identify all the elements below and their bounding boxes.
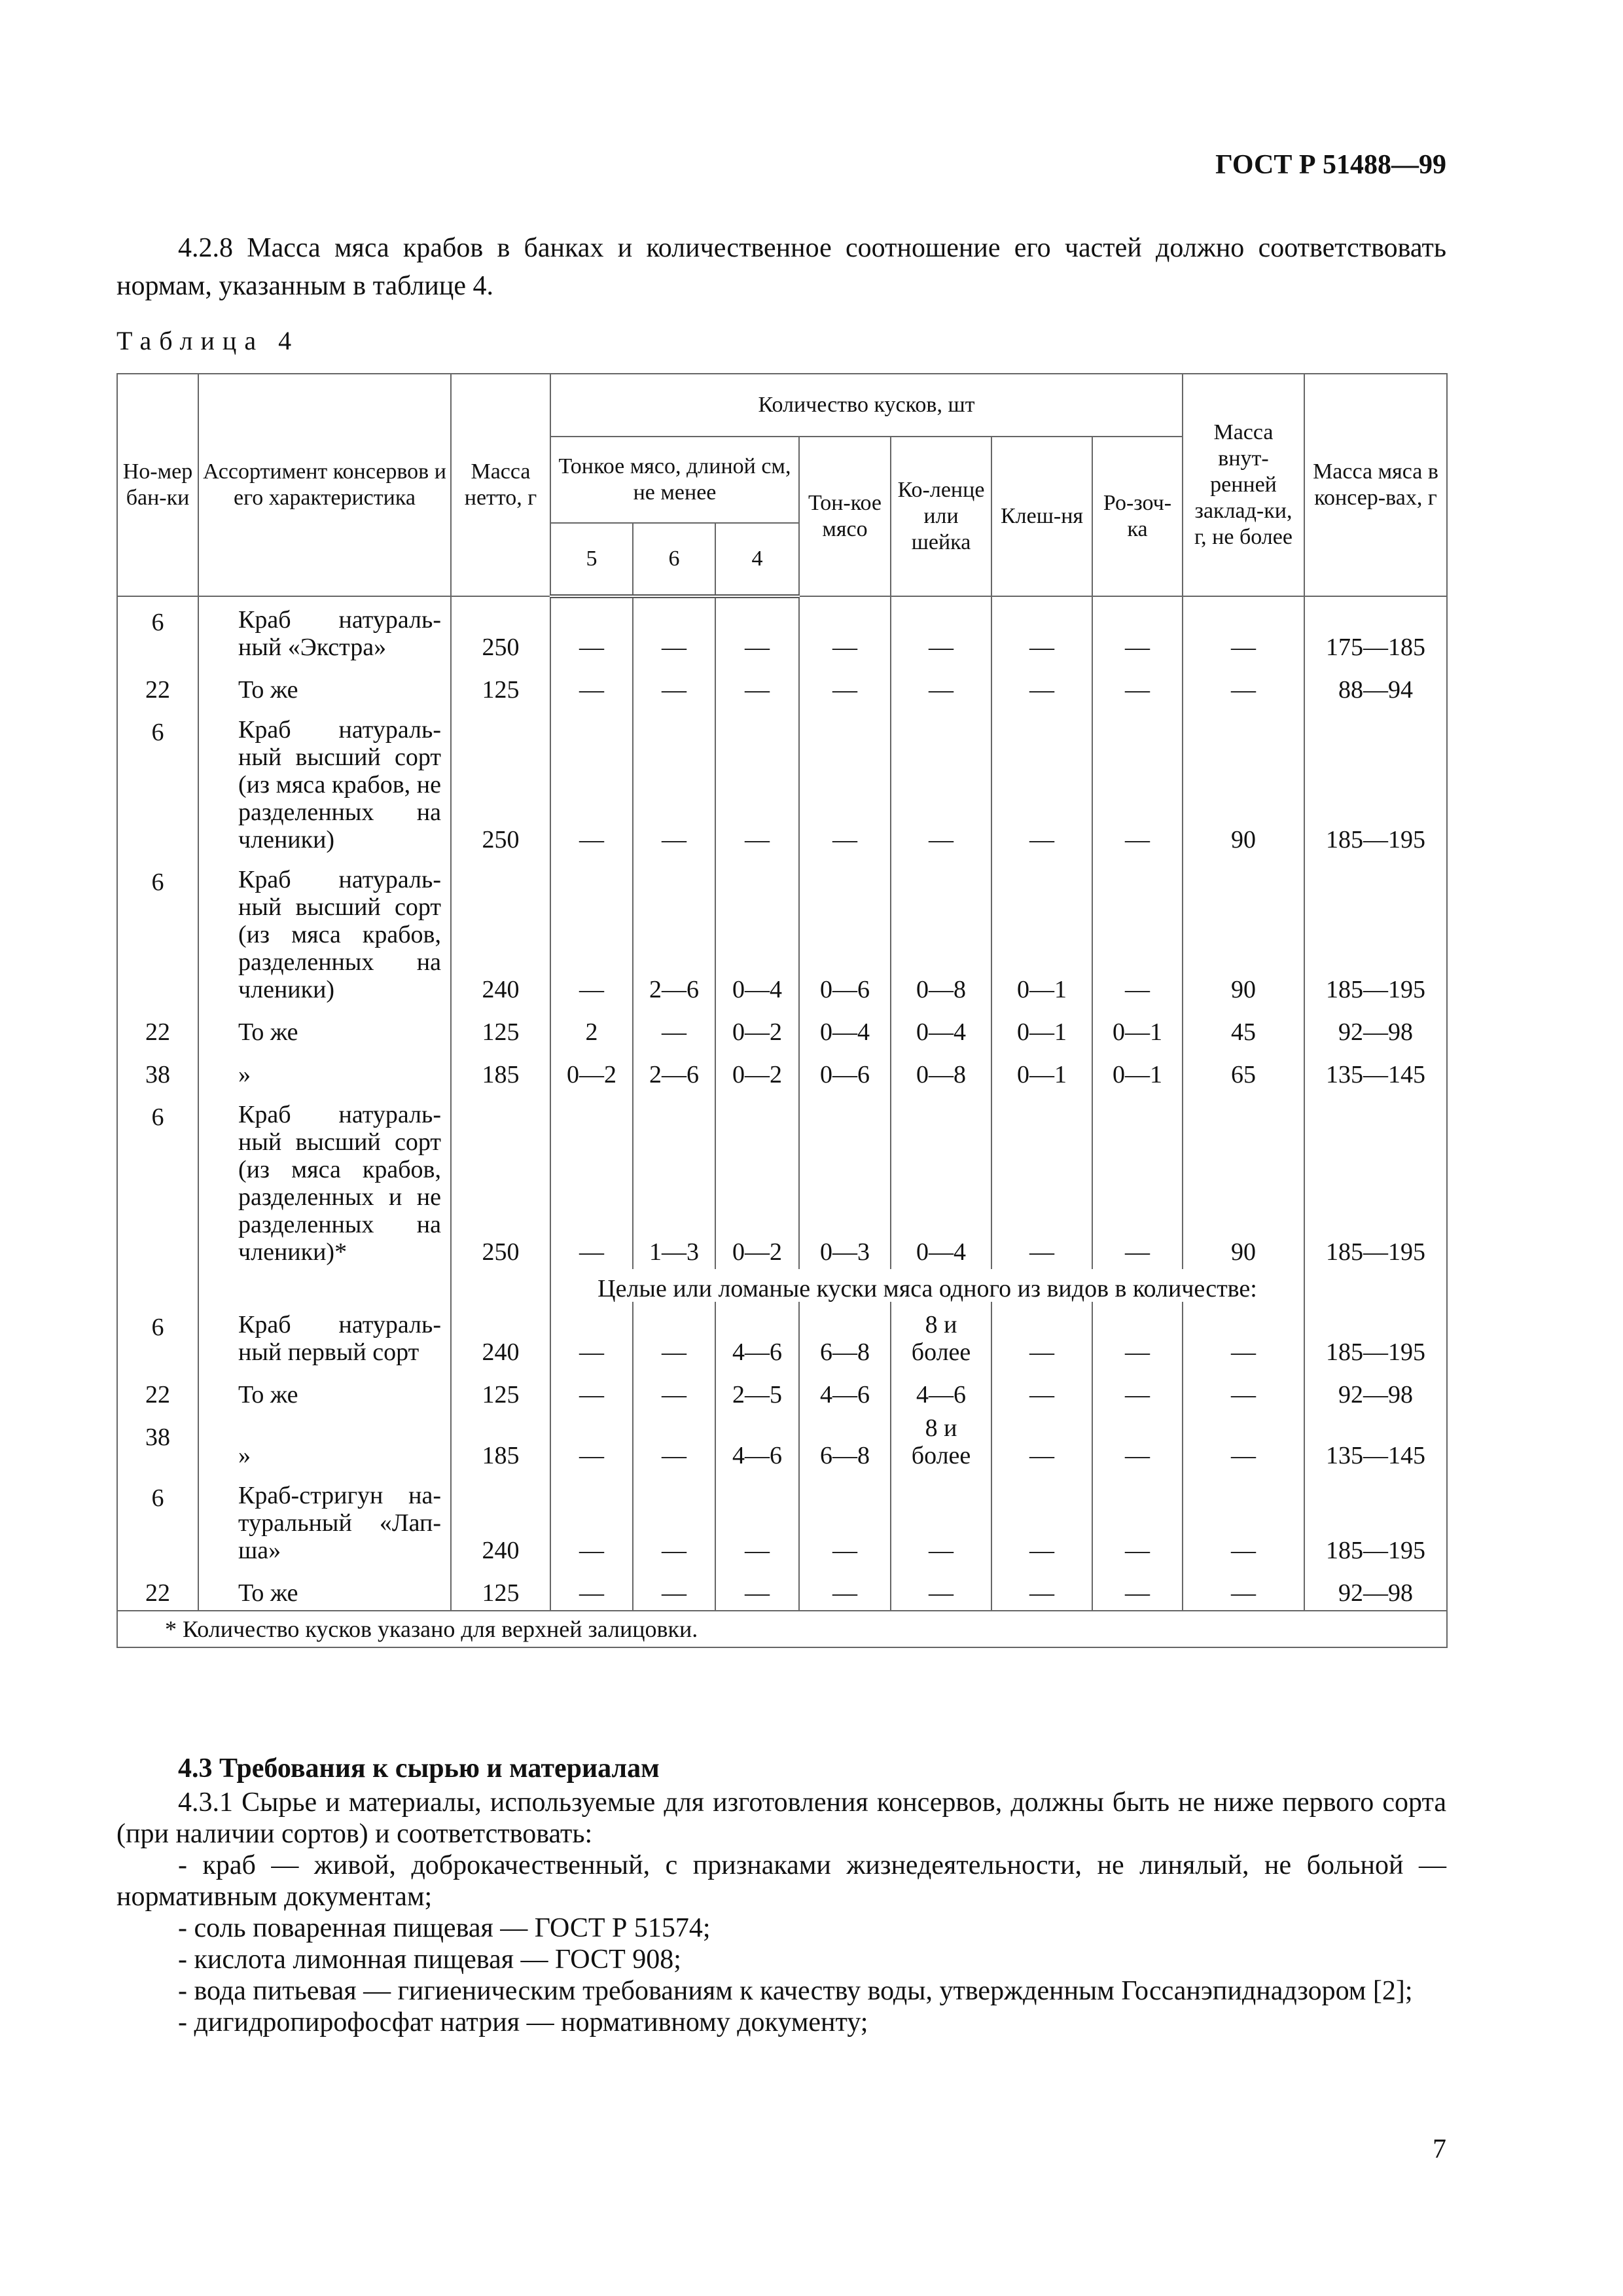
cell-thin-4: 0—2	[715, 1007, 799, 1049]
table-row	[117, 1412, 1447, 1473]
cell-thin-meat: 4—6	[799, 1369, 891, 1412]
cell-number: 6	[117, 1092, 198, 1269]
cell-assortment: То же	[198, 1568, 451, 1611]
cell-knee: 0—8	[891, 1049, 991, 1092]
cell-net-mass: 125	[451, 1007, 550, 1049]
cell-thin-5: —	[550, 664, 633, 707]
cell-meat-mass: 92—98	[1304, 1007, 1447, 1049]
cell-net-mass: 185	[451, 1049, 550, 1092]
cell-thin-5: 2	[550, 1007, 633, 1049]
header-claw: Клеш-ня	[991, 437, 1092, 596]
cell-assortment: То же	[198, 1007, 451, 1049]
cell-assortment: Краб натураль-ный первый сорт	[198, 1302, 451, 1369]
cell-thin-meat: 6—8	[799, 1412, 891, 1473]
cell-assortment	[198, 1269, 451, 1302]
cell-knee: 8 и более	[891, 1302, 991, 1369]
cell-thin-meat: 0—3	[799, 1092, 891, 1269]
table-row	[117, 1007, 1447, 1049]
cell-number: 22	[117, 664, 198, 707]
cell-thin-5: 0—2	[550, 1049, 633, 1092]
cell-thin-5: —	[550, 707, 633, 857]
table-row	[117, 707, 1447, 857]
header-rose: Ро-зоч-ка	[1092, 437, 1183, 596]
cell-rose: —	[1092, 1412, 1183, 1473]
cell-assortment: »	[198, 1412, 451, 1473]
cell-inner-mass: —	[1183, 596, 1304, 664]
cell-rose: —	[1092, 707, 1183, 857]
cell-thin-4: —	[715, 1473, 799, 1568]
cell-net-mass: 125	[451, 1369, 550, 1412]
cell-thin-6: —	[633, 1302, 715, 1369]
cell-meat-mass: 175—185	[1304, 596, 1447, 664]
cell-meat-mass: 185—195	[1304, 857, 1447, 1007]
section-paragraph: - вода питьевая — гигиеническим требованиям к качеству воды, утвержденным Госсанэпиднадзором [2];	[178, 1976, 1413, 2006]
cell-knee: —	[891, 707, 991, 857]
cell-thin-4: 0—2	[715, 1049, 799, 1092]
cell-thin-4: —	[715, 664, 799, 707]
cell-inner-mass: —	[1183, 664, 1304, 707]
cell-inner-mass: 90	[1183, 707, 1304, 857]
cell-knee: 0—4	[891, 1007, 991, 1049]
cell-rose: 0—1	[1092, 1007, 1183, 1049]
cell-number: 22	[117, 1568, 198, 1611]
table-row	[117, 664, 1447, 707]
cell-knee: —	[891, 596, 991, 664]
cell-number: 6	[117, 1473, 198, 1568]
cell-thin-6: —	[633, 1007, 715, 1049]
cell-assortment: Краб натураль-ный высший сорт (из мяса крабов, разделенных и не разделенных на членики)*	[198, 1092, 451, 1269]
cell-thin-5: —	[550, 1568, 633, 1611]
intro-paragraph	[116, 229, 1446, 305]
cell-assortment: Краб натураль-ный высший сорт (из мяса крабов, разделенных на членики)	[198, 857, 451, 1007]
cell-number: 22	[117, 1369, 198, 1412]
cell-thin-4: 0—4	[715, 857, 799, 1007]
cell-claw: 0—1	[991, 1049, 1092, 1092]
cell-number: 6	[117, 707, 198, 857]
table-row	[117, 1302, 1447, 1369]
cell-thin-5: —	[550, 596, 633, 664]
header-pieces-group: Количество кусков, шт	[550, 374, 1183, 437]
cell-assortment: То же	[198, 664, 451, 707]
cell-inner-mass: 45	[1183, 1007, 1304, 1049]
cell-rose: —	[1092, 1369, 1183, 1412]
cell-number: 38	[117, 1049, 198, 1092]
table-row	[117, 1369, 1447, 1412]
cell-net-mass: 250	[451, 596, 550, 664]
cell-thin-6: —	[633, 596, 715, 664]
cell-thin-4: —	[715, 1568, 799, 1611]
cell-assortment: Краб-стригун на-туральный «Лап-ша»	[198, 1473, 451, 1568]
cell-net-mass: 125	[451, 1568, 550, 1611]
cell-thin-6: —	[633, 1568, 715, 1611]
cell-rose: —	[1092, 1568, 1183, 1611]
cell-net-mass: 125	[451, 664, 550, 707]
cell-inner-mass: 90	[1183, 857, 1304, 1007]
table-4	[116, 373, 1448, 1648]
cell-thin-meat: 0—6	[799, 1049, 891, 1092]
section-4-3	[116, 1753, 1446, 2038]
cell-net-mass: 185	[451, 1412, 550, 1473]
cell-inner-mass: 65	[1183, 1049, 1304, 1092]
cell-meat-mass: 185—195	[1304, 1473, 1447, 1568]
header-assortment: Ассортимент консервов и его характеристика	[198, 374, 451, 596]
cell-thin-6: 1—3	[633, 1092, 715, 1269]
cell-meat-mass: 88—94	[1304, 664, 1447, 707]
cell-claw: —	[991, 596, 1092, 664]
cell-meat-mass: 92—98	[1304, 1369, 1447, 1412]
cell-number: 22	[117, 1007, 198, 1049]
cell-assortment: Краб натураль-ный высший сорт (из мяса крабов, не разделенных на членики)	[198, 707, 451, 857]
cell-knee: 0—4	[891, 1092, 991, 1269]
cell-thin-meat: 0—6	[799, 857, 891, 1007]
header-knee: Ко-ленце или шейка	[891, 437, 991, 596]
cell-claw: —	[991, 1302, 1092, 1369]
cell-assortment: »	[198, 1049, 451, 1092]
table-footnote: * Количество кусков указано для верхней залицовки.	[117, 1611, 1447, 1647]
cell-thin-4: —	[715, 596, 799, 664]
cell-thin-5: —	[550, 857, 633, 1007]
cell-thin-meat: —	[799, 1473, 891, 1568]
cell-claw: 0—1	[991, 857, 1092, 1007]
cell-claw: —	[991, 1412, 1092, 1473]
section-paragraph: - дигидропирофосфат натрия — нормативному документу;	[178, 2007, 868, 2037]
cell-thin-6: 2—6	[633, 857, 715, 1007]
cell-net-mass: 240	[451, 857, 550, 1007]
cell-thin-meat: —	[799, 664, 891, 707]
cell-net-mass: 250	[451, 1092, 550, 1269]
cell-inner-mass: —	[1183, 1568, 1304, 1611]
cell-thin-4: 0—2	[715, 1092, 799, 1269]
cell-net-mass: 250	[451, 707, 550, 857]
cell-thin-6: 2—6	[633, 1049, 715, 1092]
cell-thin-4: 4—6	[715, 1302, 799, 1369]
cell-number	[117, 1269, 198, 1302]
cell-knee: 8 и более	[891, 1412, 991, 1473]
cell-knee: —	[891, 1568, 991, 1611]
cell-meat-mass: 135—145	[1304, 1049, 1447, 1092]
cell-thin-4: 4—6	[715, 1412, 799, 1473]
cell-claw: —	[991, 707, 1092, 857]
cell-claw: —	[991, 1369, 1092, 1412]
header-thin-4: 4	[715, 523, 799, 596]
cell-thin-6: —	[633, 707, 715, 857]
cell-rose: —	[1092, 664, 1183, 707]
cell-meat-mass: 185—195	[1304, 1302, 1447, 1369]
cell-thin-5: —	[550, 1473, 633, 1568]
header-thin-6: 6	[633, 523, 715, 596]
section-paragraph: - краб — живой, доброкачественный, с признаками жизнедеятельности, не линялый, не больной — нормативным документам;	[116, 1850, 1446, 1912]
cell-inner-mass: —	[1183, 1412, 1304, 1473]
cell-knee: 0—8	[891, 857, 991, 1007]
table-row	[117, 1049, 1447, 1092]
cell-thin-6: —	[633, 664, 715, 707]
table-row	[117, 596, 1447, 664]
cell-number: 38	[117, 1412, 198, 1473]
cell-meat-mass: 185—195	[1304, 1092, 1447, 1269]
cell-rose: 0—1	[1092, 1049, 1183, 1092]
cell-rose: —	[1092, 1473, 1183, 1568]
intro-text: 4.2.8 Масса мяса крабов в банках и количественное соотношение его частей должно соответствовать нормам, указанным в таблице 4.	[116, 233, 1446, 301]
table-caption: Таблица 4	[116, 326, 300, 355]
cell-assortment: Краб натураль-ный «Экстра»	[198, 596, 451, 664]
cell-thin-5: —	[550, 1092, 633, 1269]
cell-thin-4: —	[715, 707, 799, 857]
cell-thin-5: —	[550, 1412, 633, 1473]
cell-rose: —	[1092, 596, 1183, 664]
cell-thin-4: 2—5	[715, 1369, 799, 1412]
cell-number: 6	[117, 1302, 198, 1369]
cell-knee: —	[891, 664, 991, 707]
header-net-mass: Масса нетто, г	[451, 374, 550, 596]
cell-knee: 4—6	[891, 1369, 991, 1412]
cell-rose: —	[1092, 1302, 1183, 1369]
table-row	[117, 1092, 1447, 1269]
header-thin-5: 5	[550, 523, 633, 596]
header-inner-mass: Масса внут-ренней заклад-ки, г, не более	[1183, 374, 1304, 596]
table-row	[117, 857, 1447, 1007]
cell-thin-5: —	[550, 1369, 633, 1412]
cell-thin-5: —	[550, 1302, 633, 1369]
cell-thin-6: —	[633, 1473, 715, 1568]
table-span-note: Целые или ломаные куски мяса одного из видов в количестве:	[550, 1269, 1304, 1302]
table-note-row	[117, 1269, 1447, 1302]
cell-thin-meat: 0—4	[799, 1007, 891, 1049]
cell-thin-meat: —	[799, 1568, 891, 1611]
cell-net-mass: 240	[451, 1473, 550, 1568]
cell-claw: —	[991, 1568, 1092, 1611]
cell-net-mass	[451, 1269, 550, 1302]
page-header: ГОСТ Р 51488—99	[1215, 150, 1446, 180]
cell-claw: —	[991, 1092, 1092, 1269]
cell-meat-mass: 185—195	[1304, 707, 1447, 857]
section-paragraph: 4.3.1 Сырье и материалы, используемые для изготовления консервов, должны быть не ниже первого сорта (при наличии сортов) и соответствовать:	[116, 1787, 1446, 1849]
cell-meat-mass	[1304, 1269, 1447, 1302]
section-paragraph: - кислота лимонная пищевая — ГОСТ 908;	[178, 1945, 681, 1975]
header-thin-meat: Тон-кое мясо	[799, 437, 891, 596]
cell-thin-meat: —	[799, 707, 891, 857]
page-number: 7	[1433, 2134, 1446, 2164]
cell-thin-meat: 6—8	[799, 1302, 891, 1369]
cell-claw: —	[991, 664, 1092, 707]
table-row	[117, 1473, 1447, 1568]
header-number: Но-мер бан-ки	[117, 374, 198, 596]
cell-meat-mass: 135—145	[1304, 1412, 1447, 1473]
cell-rose: —	[1092, 857, 1183, 1007]
cell-inner-mass: —	[1183, 1302, 1304, 1369]
cell-inner-mass: 90	[1183, 1092, 1304, 1269]
cell-assortment: То же	[198, 1369, 451, 1412]
cell-thin-6: —	[633, 1369, 715, 1412]
cell-inner-mass: —	[1183, 1369, 1304, 1412]
section-paragraph: - соль поваренная пищевая — ГОСТ Р 51574;	[178, 1913, 711, 1943]
cell-claw: 0—1	[991, 1007, 1092, 1049]
cell-thin-meat: —	[799, 596, 891, 664]
cell-inner-mass: —	[1183, 1473, 1304, 1568]
cell-knee: —	[891, 1473, 991, 1568]
cell-claw: —	[991, 1473, 1092, 1568]
cell-net-mass: 240	[451, 1302, 550, 1369]
cell-number: 6	[117, 596, 198, 664]
header-thin-meat-length: Тонкое мясо, длиной см, не менее	[550, 437, 799, 523]
cell-thin-6: —	[633, 1412, 715, 1473]
cell-meat-mass: 92—98	[1304, 1568, 1447, 1611]
header-meat-mass: Масса мяса в консер-вах, г	[1304, 374, 1447, 596]
table-row	[117, 1568, 1447, 1611]
cell-rose: —	[1092, 1092, 1183, 1269]
cell-number: 6	[117, 857, 198, 1007]
section-title: 4.3 Требования к сырью и материалам	[178, 1753, 660, 1784]
